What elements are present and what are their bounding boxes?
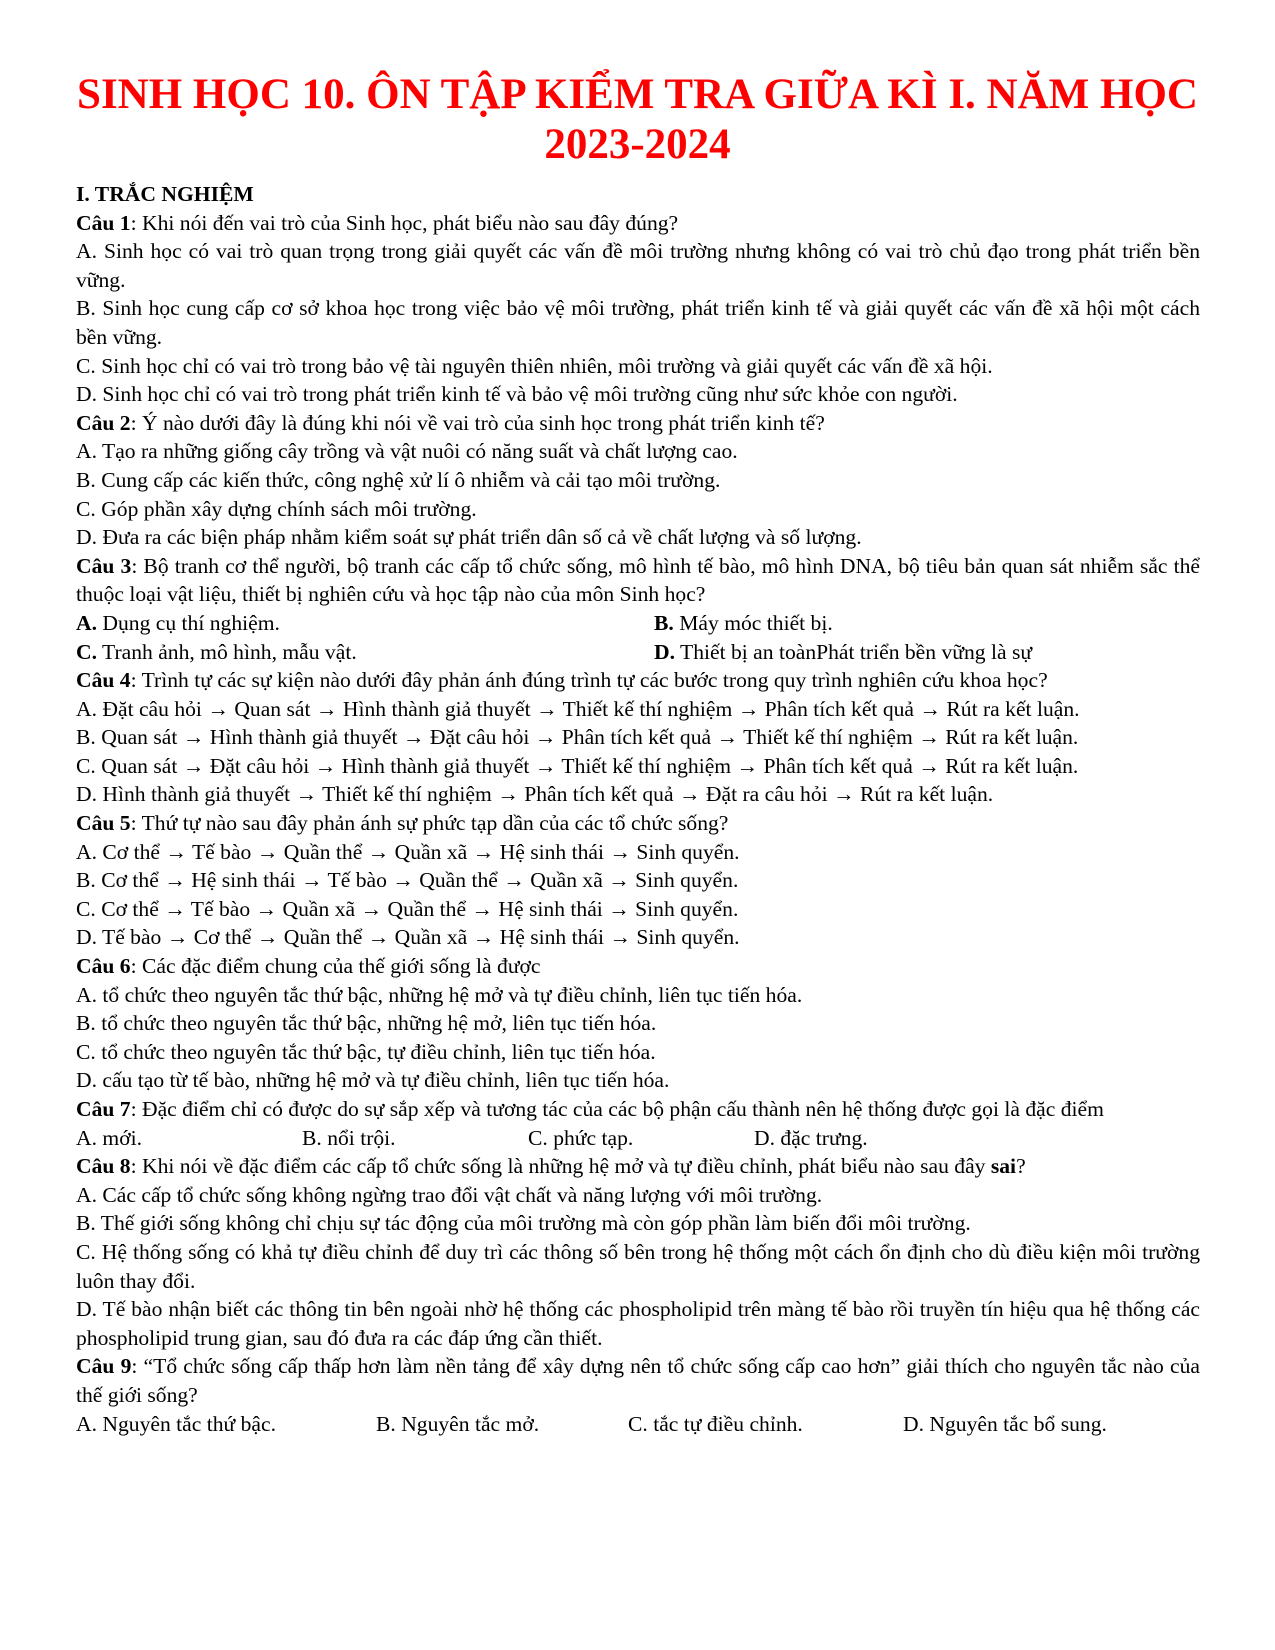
q9-option-d: D. Nguyên tắc bổ sung. xyxy=(903,1411,1107,1436)
q9-option-a: A. Nguyên tắc thứ bậc. xyxy=(76,1411,276,1436)
question-2 xyxy=(76,409,1200,438)
q3-options xyxy=(76,609,1200,666)
q5-option-d: D. Tế bào → Cơ thể → Quần thể → Quần xã → Hệ sinh thái → Sinh quyển. xyxy=(76,925,740,950)
question-label: Câu 9 xyxy=(76,1354,132,1379)
q4-option-d: D. Hình thành giả thuyết → Thiết kế thí nghiệm → Phân tích kết quả → Đặt ra câu hỏi → Rút ra kết luận. xyxy=(76,782,994,807)
question-text: : Khi nói về đặc điểm các cấp tổ chức sống là những hệ mở và tự điều chỉnh, phát biểu nào sau đây xyxy=(130,1154,991,1179)
q4-option-b: B. Quan sát → Hình thành giả thuyết → Đặt câu hỏi → Phân tích kết quả → Thiết kế thí nghiệm → Rút ra kết luận. xyxy=(76,725,1079,750)
q2-option-a: A. Tạo ra những giống cây trồng và vật nuôi có năng suất và chất lượng cao. xyxy=(76,439,738,464)
q8-option-c: C. Hệ thống sống có khả tự điều chỉnh để duy trì các thông số bên trong hệ thống một cách ổn định cho dù điều kiện môi trường luôn thay đổi. xyxy=(76,1239,1200,1293)
page-title: SINH HỌC 10. ÔN TẬP KIỂM TRA GIỮA KÌ I. NĂM HỌC 2023-2024 xyxy=(77,71,1198,168)
q9-options xyxy=(76,1410,1200,1439)
q2-option-b: B. Cung cấp các kiến thức, công nghệ xử lí ô nhiễm và cải tạo môi trường. xyxy=(76,467,721,492)
q8-option-d: D. Tế bào nhận biết các thông tin bên ngoài nhờ hệ thống các phospholipid trên màng tế bào rồi truyền tín hiệu qua hệ thống các phospholipid trung gian, sau đó đưa ra các đáp ứng cần thiết. xyxy=(76,1297,1200,1350)
question-text: : Đặc điểm chỉ có được do sự sắp xếp và tương tác của các bộ phận cấu thành nên hệ thống được gọi là đặc điểm xyxy=(130,1097,1104,1121)
question-text: : Thứ tự nào sau đây phản ánh sự phức tạp dần của các tổ chức sống? xyxy=(130,811,729,836)
q6-option-c: C. tổ chức theo nguyên tắc thứ bậc, tự điều chỉnh, liên tục tiến hóa. xyxy=(76,1039,656,1064)
q8-option-b: B. Thế giới sống không chỉ chịu sự tác động của môi trường mà còn góp phần làm biến đổi môi trường. xyxy=(76,1211,971,1236)
q7-option-b: B. nổi trội. xyxy=(302,1125,396,1150)
question-8: Câu 8: Khi nói về đặc điểm các cấp tổ chức sống là những hệ mở và tự điều chỉnh, phát biểu nào sau đây sai? xyxy=(76,1154,1026,1179)
q4-option-c: C. Quan sát → Đặt câu hỏi → Hình thành giả thuyết → Thiết kế thí nghiệm → Phân tích kết quả → Rút ra kết luận. xyxy=(76,753,1079,778)
question-label: Câu 4 xyxy=(76,668,131,693)
question-text: : Các đặc điểm chung của thế giới sống là được xyxy=(130,954,541,979)
q6-option-a: A. tổ chức theo nguyên tắc thứ bậc, những hệ mở và tự điều chỉnh, liên tục tiến hóa. xyxy=(76,982,803,1007)
question-6 xyxy=(76,952,1200,981)
q7-option-a: A. mới. xyxy=(76,1125,143,1150)
q1-option-b: B. Sinh học cung cấp cơ sở khoa học trong việc bảo vệ môi trường, phát triển kinh tế và giải quyết các vấn đề xã hội một cách bền vững. xyxy=(76,296,1200,349)
emphasis-word: sai xyxy=(990,1154,1017,1179)
q1-option-a: A. Sinh học có vai trò quan trọng trong giải quyết các vấn đề môi trường nhưng không có vai trò chủ đạo trong phát triển bền vững. xyxy=(76,239,1200,292)
question-text: : Bộ tranh cơ thể người, bộ tranh các cấp tổ chức sống, mô hình tế bào, mô hình DNA, bộ tiêu bản quan sát nhiễm sắc thể thuộc loại vật liệu, thiết bị nghiên cứu và học tập nào của môn Sinh học? xyxy=(76,553,1200,607)
q6-option-d: D. cấu tạo từ tế bào, những hệ mở và tự điều chỉnh, liên tục tiến hóa. xyxy=(76,1068,670,1093)
q2-option-d: D. Đưa ra các biện pháp nhằm kiểm soát sự phát triển dân số cả về chất lượng và số lượng. xyxy=(76,525,862,550)
quiz-content xyxy=(76,180,1200,1438)
q7-option-d: D. đặc trưng. xyxy=(754,1125,868,1150)
q9-option-b: B. Nguyên tắc mở. xyxy=(376,1411,540,1436)
q8-option-a: A. Các cấp tổ chức sống không ngừng trao đổi vật chất và năng lượng với môi trường. xyxy=(76,1182,823,1207)
q6-option-b: B. tổ chức theo nguyên tắc thứ bậc, những hệ mở, liên tục tiến hóa. xyxy=(76,1011,657,1036)
q3-option-b: B. Máy móc thiết bị. xyxy=(654,610,833,635)
question-text: : Khi nói đến vai trò của Sinh học, phát biểu nào sau đây đúng? xyxy=(130,210,679,235)
q7-options xyxy=(76,1124,1200,1153)
question-1 xyxy=(76,209,1200,238)
question-label: Câu 5 xyxy=(76,811,131,836)
q5-option-b: B. Cơ thể → Hệ sinh thái → Tế bào → Quần thể → Quần xã → Sinh quyển. xyxy=(76,868,739,893)
question-label: Câu 3 xyxy=(76,553,132,578)
question-label: Câu 1 xyxy=(76,210,131,235)
question-7 xyxy=(76,1095,1200,1124)
question-label: Câu 8 xyxy=(76,1154,131,1179)
q4-option-a: A. Đặt câu hỏi → Quan sát → Hình thành giả thuyết → Thiết kế thí nghiệm → Phân tích kết quả → Rút ra kết luận. xyxy=(76,696,1080,721)
question-5 xyxy=(76,809,1200,838)
q7-option-c: C. phức tạp. xyxy=(528,1125,634,1150)
q9-option-c: C. tắc tự điều chỉnh. xyxy=(628,1411,803,1436)
question-3 xyxy=(76,552,1200,609)
q3-option-c: C. Tranh ảnh, mô hình, mẫu vật. xyxy=(76,639,357,664)
q5-option-a: A. Cơ thể → Tế bào → Quần thể → Quần xã → Hệ sinh thái → Sinh quyển. xyxy=(76,839,740,864)
question-label: Câu 7 xyxy=(76,1097,131,1121)
question-9 xyxy=(76,1352,1200,1409)
q1-option-c: C. Sinh học chỉ có vai trò trong bảo vệ tài nguyên thiên nhiên, môi trường và giải quyết các vấn đề xã hội. xyxy=(76,353,993,378)
question-text: : “Tổ chức sống cấp thấp hơn làm nền tảng để xây dựng nên tổ chức sống cấp cao hơn” giải thích cho nguyên tắc nào của thế giới sống? xyxy=(76,1354,1200,1407)
q5-option-c: C. Cơ thể → Tế bào → Quần xã → Quần thể → Hệ sinh thái → Sinh quyển. xyxy=(76,896,739,921)
q2-option-c: C. Góp phần xây dựng chính sách môi trường. xyxy=(76,496,477,521)
q3-option-a: A. Dụng cụ thí nghiệm. xyxy=(76,610,280,635)
section-heading: I. TRẮC NGHIỆM xyxy=(76,182,254,206)
question-4 xyxy=(76,666,1200,695)
question-text: : Trình tự các sự kiện nào dưới đây phản ánh đúng trình tự các bước trong quy trình nghiên cứu khoa học? xyxy=(130,668,1048,693)
q1-option-d: D. Sinh học chỉ có vai trò trong phát triển kinh tế và bảo vệ môi trường cũng như sức khỏe con người. xyxy=(76,382,958,407)
question-label: Câu 6 xyxy=(76,954,131,979)
question-label: Câu 2 xyxy=(76,410,131,435)
q3-option-d: D. Thiết bị an toànPhát triển bền vững là sự xyxy=(654,639,1033,664)
question-text: : Ý nào dưới đây là đúng khi nói về vai trò của sinh học trong phát triển kinh tế? xyxy=(130,410,825,435)
